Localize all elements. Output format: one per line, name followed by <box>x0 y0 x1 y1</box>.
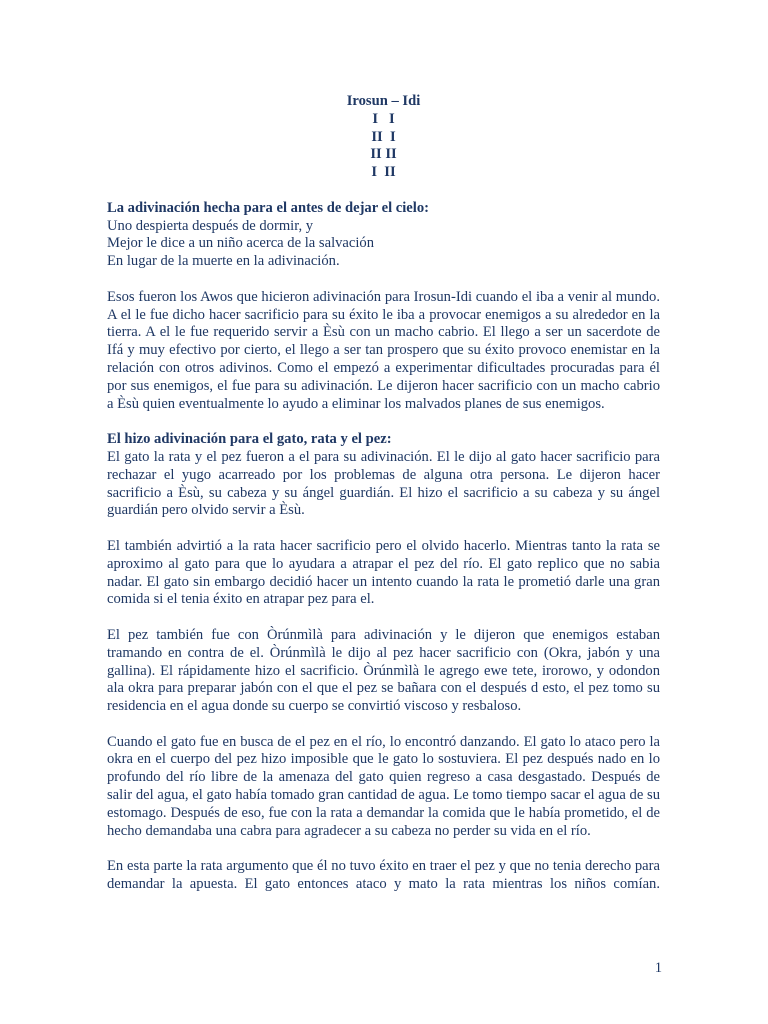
section-heading: La adivinación hecha para el antes de dejar el cielo: <box>107 199 429 216</box>
document-page <box>107 93 660 912</box>
body-paragraph: Cuando el gato fue en busca de el pez en el río, lo encontró danzando. El gato lo ataco pero la okra en el cuerpo del pez hizo imposible que le gato lo sostuviera. El pez después nado en lo profundo del río libre de la amenaza del gato quien regreso a casa desgastado. Después de salir del agua, el gato había tomado gran cantidad de agua. Le tomo tiempo sacar el agua de su estomago. Después de eso, fue con la rata a demandar la comida que le había prometido, el de hecho demandaba una cabra para agradecer a su cabeza no perder su vida en el río. <box>107 733 660 839</box>
section-paragraph <box>107 431 660 520</box>
verse-line: Mejor le dice a un niño acerca de la salvación <box>107 235 375 252</box>
title-block <box>107 93 660 182</box>
section-heading: El hizo adivinación para el gato, rata y el pez: <box>107 431 392 448</box>
verse-line: En lugar de la muerte en la adivinación. <box>107 253 340 270</box>
odu-mark-line: II I <box>371 128 396 145</box>
section-text: El gato la rata y el pez fueron a el para su adivinación. El le dijo al gato hacer sacrificio para rechazar el yugo acarreado por los problemas de alguna otra persona. Le dijeron hacer sacrificio a Èsù, su cabeza y su ángel guardián. El hizo el sacrificio a su cabeza y su ángel guardián pero olvido servir a Èsù. <box>107 448 660 519</box>
page-number: 1 <box>654 960 662 976</box>
odu-mark-line: I I <box>372 110 395 127</box>
document-title: Irosun – Idi <box>346 93 421 109</box>
verse-line: Uno despierta después de dormir, y <box>107 217 314 234</box>
body-paragraph: El pez también fue con Òrúnmìlà para adivinación y le dijeron que enemigos estaban tramando en contra de el. Òrúnmìlà le dijo al pez hacer sacrificio con (Okra, jabón y una gallina). El rápidamente hizo el sacrificio. Òrúnmìlà le agrego ewe tete, irorowo, y odondon ala okra para preparar jabón con el que el pez se bañara con el después d esto, el pez tomo su residencia en el agua donde su cuerpo se convirtió viscoso y resbaloso. <box>107 626 660 715</box>
body-paragraph: El también advirtió a la rata hacer sacrificio pero el olvido hacerlo. Mientras tanto la rata se aproximo al gato para que lo ayudara a atrapar el pez del río. El gato replico que no sabia nadar. El gato sin embargo decidió hacer un intento cuando la rata le prometió darle una gran comida si el tenia éxito en atrapar pez para el. <box>107 537 660 608</box>
body-paragraph: Esos fueron los Awos que hicieron adivinación para Irosun-Idi cuando el iba a venir al mundo. A el le fue dicho hacer sacrificio para su éxito le iba a provocar enemigos a su alrededor en la tierra. A el le fue requerido servir a Èsù con un macho cabrio. El llego a ser un sacerdote de Ifá y muy efectivo por cierto, el llego a ser tan prospero que su éxito provoco enemistar en la relación con otros adivinos. Como el empezó a experimentar dificultades procuradas para él por sus enemigos, el fue para su adivinación. Le dijeron hacer sacrificio con un macho cabrio a Èsù quien eventualmente lo ayudo a eliminar los malvados planes de sus enemigos. <box>107 288 660 412</box>
section-verse <box>107 200 660 271</box>
odu-mark-line: II II <box>370 146 397 163</box>
odu-mark-line: I II <box>371 164 396 181</box>
body-paragraph: En esta parte la rata argumento que él no tuvo éxito en traer el pez y que no tenia derecho para demandar la apuesta. El gato entonces ataco y mato la rata mientras los niños comían. <box>107 858 660 893</box>
